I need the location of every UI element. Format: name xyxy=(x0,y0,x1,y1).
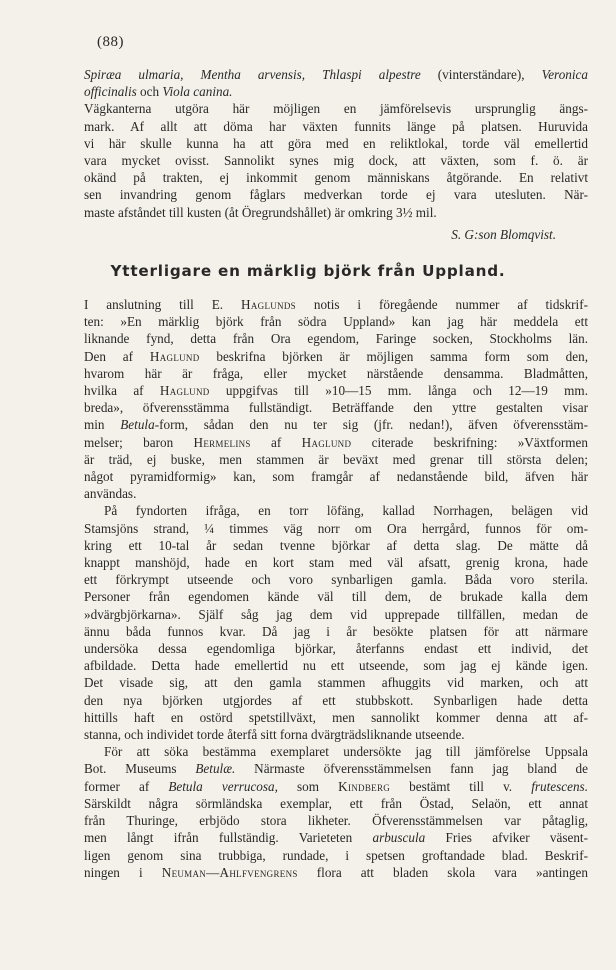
text-line xyxy=(84,847,588,864)
text-run: af xyxy=(250,434,302,450)
text-line xyxy=(84,365,588,382)
text-run: Vägkanterna utgöra här möjligen en jämförelsevis ursprunglig ängs- xyxy=(84,101,588,117)
text-line xyxy=(84,485,588,502)
text-run: sen invandring genom fåglars medverkan torde ej vara utesluten. När- xyxy=(84,187,588,203)
text-run: men långt ifrån fullständig. Varieteten xyxy=(84,830,373,846)
text-run: från Thuringe, erbjödo stora likheter. Öfverensstämmelsen var påtaglig, xyxy=(84,813,588,829)
text-line xyxy=(84,83,588,100)
text-line xyxy=(84,204,588,221)
text-run: knappt manshöjd, hade en kort stam med väl afsatt, grenig krona, hade xyxy=(84,555,588,571)
text-run: Särskildt några sörmländska exemplar, ett från Östad, Selaön, ett annat xyxy=(84,795,588,811)
text-line xyxy=(84,812,588,829)
text-run: notis i föregående nummer af tidskrif- xyxy=(295,297,588,312)
text-line xyxy=(84,330,588,347)
text-run: Betulæ. xyxy=(195,761,236,777)
text-run: hvarom här är fråga, eller mycket närstående densamma. Bladmåtten, xyxy=(84,365,588,381)
text-run: officinalis xyxy=(84,84,137,100)
text-line xyxy=(84,382,588,399)
text-run: bestämt till v. xyxy=(390,778,532,794)
text-line xyxy=(84,829,588,846)
text-run: kring ett 10-tal år sedan tvenne björkar af detta slag. De mätte då xyxy=(84,537,588,553)
text-line xyxy=(84,186,588,203)
text-line xyxy=(84,152,588,169)
text-run: uppgifvas till »10—15 mm. långa och 12—19 mm. xyxy=(209,383,588,399)
text-run: okänd på trakten, ej inkommit genom människans åtgörande. En relativt xyxy=(84,170,588,186)
text-run: ännu båda funnos kvar. Då jag i år besökte platsen för att närmare xyxy=(84,623,588,639)
text-run: flora att bladen skola vara »antingen xyxy=(297,864,588,880)
text-line xyxy=(84,537,588,554)
text-run: maste afståndet till kusten (åt Öregrundshållet) är omkring 3½ mil. xyxy=(84,204,437,220)
text-line xyxy=(84,640,588,657)
text-run: Spiræa ulmaria, Mentha arvensis, Thlaspi alpestre xyxy=(84,67,421,82)
text-run: vara mycket ovisst. Sannolikt synes mig dock, att växten, som f. ö. är xyxy=(84,153,588,169)
text-line xyxy=(84,760,588,777)
text-run: är träd, ej buske, men stammen är beväxt med grenar till största delen; xyxy=(84,451,588,467)
text-run: frutescens. xyxy=(531,778,588,794)
text-run: något pyramidformig» kan, som framgår af nedanstående bild, äfven här xyxy=(84,469,588,485)
text-run: Viola canina. xyxy=(162,84,233,100)
text-run: citerade beskrifning: »Växtformen xyxy=(351,434,589,450)
text-run: Veronica xyxy=(541,67,588,82)
text-run: Bot. Museums xyxy=(84,761,196,777)
text-run: Betula xyxy=(120,417,155,433)
text-line xyxy=(84,795,588,812)
text-run: den nya björken utgjordes af ett stubbskott. Synbarligen hade detta xyxy=(84,692,588,708)
text-run: Haglund xyxy=(149,348,200,364)
text-line xyxy=(84,520,588,537)
text-line xyxy=(84,692,588,709)
text-line xyxy=(84,416,588,433)
text-run: liknande fynd, detta från Ora egendom, Faringe socken, Stockholms län. xyxy=(84,331,588,347)
text-run: undersöka dessa egendomliga björkar, återfanns endast ett individ, det xyxy=(84,641,588,657)
text-run: Kindberg xyxy=(338,778,391,794)
text-line xyxy=(84,606,588,623)
text-run: mark. Af allt att döma har växten funnits länge på platsen. Huruvida xyxy=(84,118,588,134)
text-run: Den af xyxy=(84,348,150,364)
text-run: ningen i xyxy=(84,864,162,880)
text-line xyxy=(84,864,588,881)
article-body xyxy=(84,296,588,881)
text-run: stanna, och individet torde återfå sitt forna dvärgträdsliknande utseende. xyxy=(84,727,465,743)
text-run: Neuman—Ahlfvengrens xyxy=(161,864,298,880)
text-run: I anslutning till E. xyxy=(84,297,242,312)
text-line xyxy=(84,709,588,726)
text-run: Närmaste öfverensstämmelsen fann jag bland de xyxy=(235,761,588,777)
text-run: användas. xyxy=(84,486,137,502)
text-line xyxy=(84,313,588,330)
text-line xyxy=(84,588,588,605)
text-line xyxy=(84,726,588,743)
text-run: melser; baron xyxy=(84,434,194,450)
text-line xyxy=(84,169,588,186)
text-run: vi här skulle kunna ha att göra med en reliktlokal, torde väl emellertid xyxy=(84,135,588,151)
page-number: (88) xyxy=(97,34,124,50)
text-run: ligen genom sina trubbiga, rundade, i spetsen groftandade blad. Beskrif- xyxy=(84,847,588,863)
text-run: Det visade sig, att den gamla stammen afhuggits vid marken, och att xyxy=(84,675,588,691)
text-line xyxy=(84,434,588,451)
text-run: (vinterständare), xyxy=(420,67,542,82)
text-run: ett förkrympt utseende och voro synbarligen gamla. Båda voro sterila. xyxy=(84,572,588,588)
text-run: hvilka af xyxy=(84,383,160,399)
text-run: Hermelins xyxy=(193,434,251,450)
text-line xyxy=(84,571,588,588)
text-run: »dvärgbjörkarna». Själf såg jag dem vid upprepade tillfällen, medan de xyxy=(84,606,588,622)
text-run: Haglund xyxy=(159,383,210,399)
text-run: som xyxy=(277,778,339,794)
text-line xyxy=(84,554,588,571)
text-run: former af xyxy=(84,778,169,794)
text-run: Fries afviker väsent- xyxy=(425,830,588,846)
text-line xyxy=(84,674,588,691)
text-line xyxy=(84,135,588,152)
text-run: beskrifna björken är möjligen samma form som den, xyxy=(199,348,588,364)
text-line xyxy=(84,100,588,117)
text-run: arbuscula xyxy=(372,830,426,846)
text-line xyxy=(84,348,588,365)
text-run: -form, sådan den nu ter sig (jfr. nedan!), äfven öfverensstäm- xyxy=(154,417,589,433)
article-heading: Ytterligare en märklig björk från Uppland. xyxy=(110,262,506,280)
author-signature: S. G:son Blomqvist. xyxy=(451,227,556,242)
text-line xyxy=(84,296,588,313)
text-run: Stamsjöns strand, ¼ timmes väg norr om Ora herrgård, funnos för om- xyxy=(84,520,588,536)
text-run: min xyxy=(84,417,121,433)
text-run: Haglund xyxy=(301,434,352,450)
text-line xyxy=(84,399,588,416)
text-run: Betula verrucosa, xyxy=(168,778,278,794)
text-line xyxy=(84,66,588,83)
text-line xyxy=(84,623,588,640)
text-run: Personer från egendomen kände väl till dem, de brukade kalla dem xyxy=(84,589,588,605)
text-line xyxy=(84,118,588,135)
intro-paragraph xyxy=(84,66,588,221)
text-run: hittills haft en ostörd spetstillväxt, men sannolikt kommer denna att af- xyxy=(84,709,588,725)
text-run: och xyxy=(136,84,163,100)
text-line xyxy=(84,502,588,519)
text-line xyxy=(84,468,588,485)
text-run: För att söka bestämma exemplaret undersökte jag till jämförelse Uppsala xyxy=(104,744,588,760)
text-line xyxy=(84,778,588,795)
text-line xyxy=(84,743,588,760)
text-run: breda», öfverensstämma fullständigt. Beträffande den yttre gestalten visar xyxy=(84,400,588,416)
text-line xyxy=(84,657,588,674)
text-run: På fyndorten ifråga, en torr löfäng, kallad Norrhagen, belägen vid xyxy=(104,503,588,519)
text-run: ten: »En märklig björk från södra Uppland» kan jag här meddela ett xyxy=(84,314,588,330)
text-run: Haglunds xyxy=(241,297,296,312)
text-line xyxy=(84,451,588,468)
text-run: afbildade. Detta hade emellertid nu ett utseende, som jag ej kände igen. xyxy=(84,658,588,674)
